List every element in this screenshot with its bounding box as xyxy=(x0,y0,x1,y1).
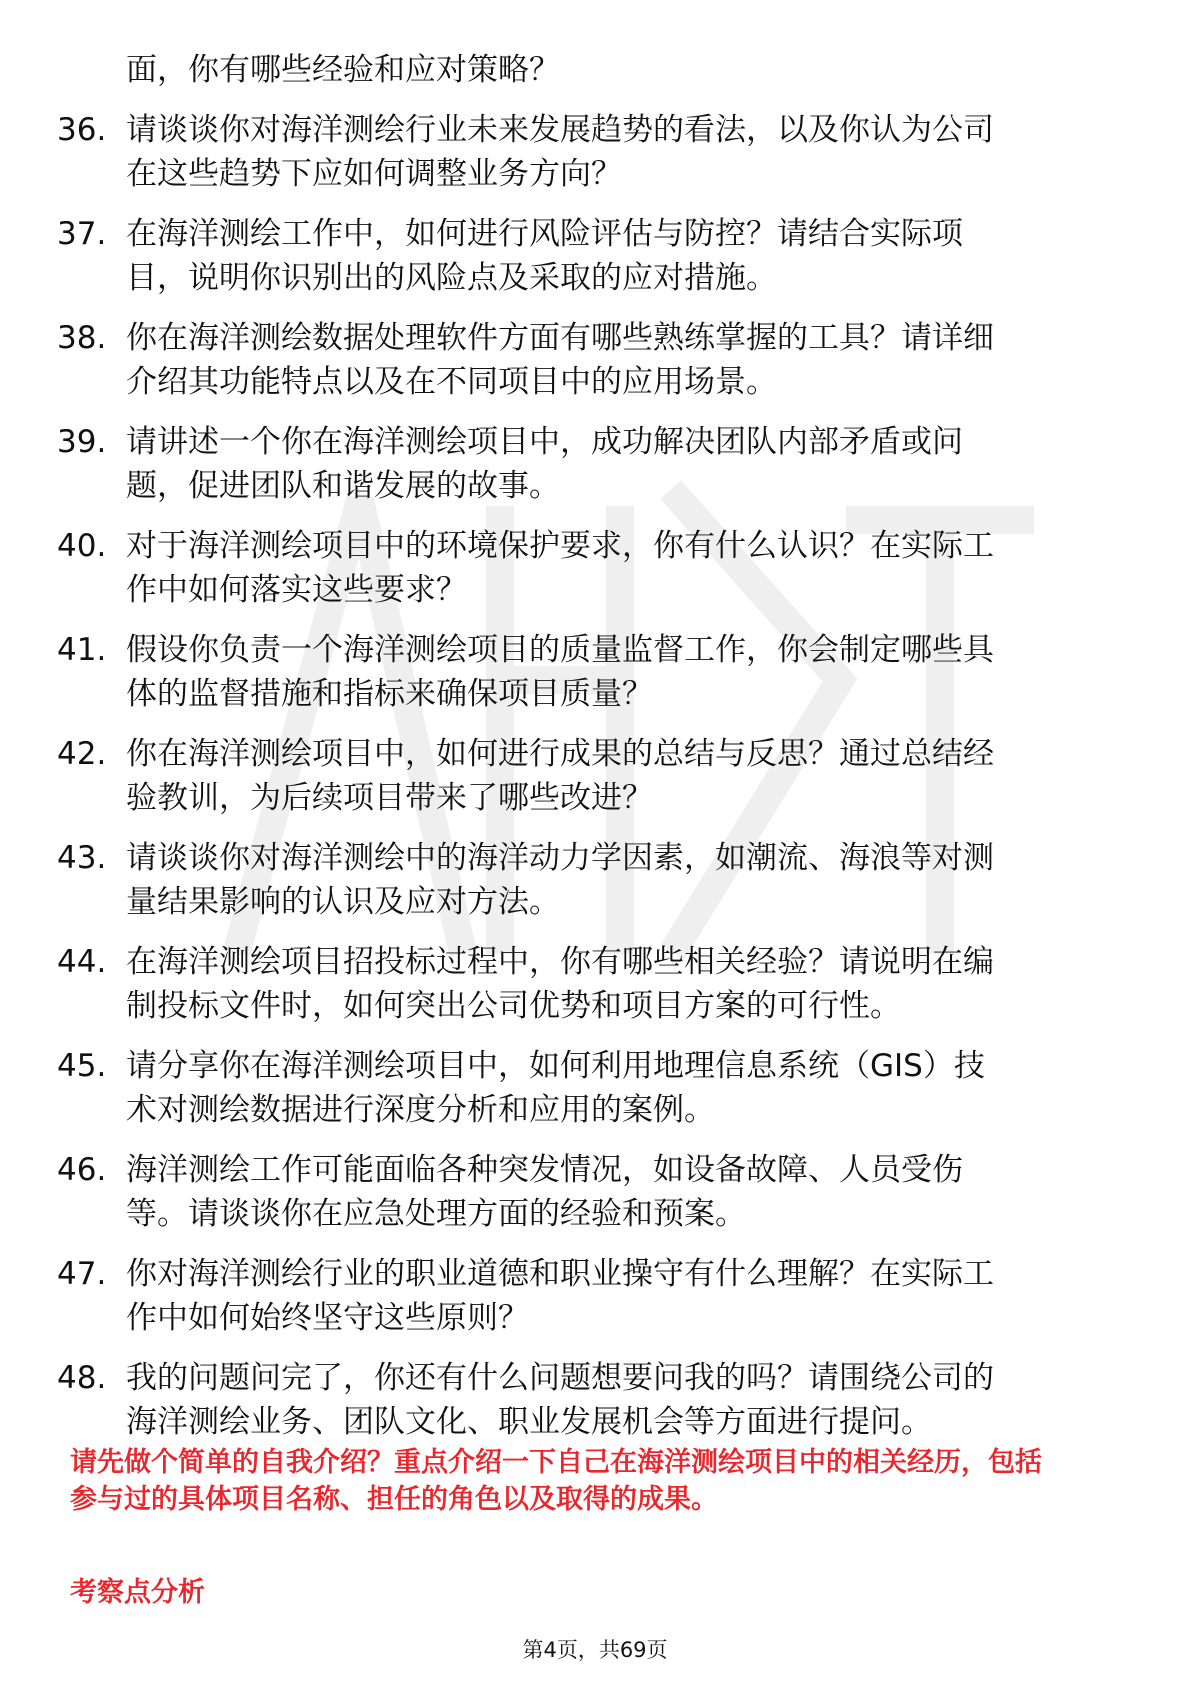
question-text xyxy=(126,420,1136,508)
question-number: 47. xyxy=(57,1256,107,1292)
highlighted-question-line: 参与过的具体项目名称、担任的角色以及取得的成果。 xyxy=(70,1484,718,1515)
highlighted-question-line: 请先做个简单的自我介绍？重点介绍一下自己在海洋测绘项目中的相关经历，包括 xyxy=(70,1447,1042,1478)
question-text xyxy=(126,628,1136,716)
question-line: 术对测绘数据进行深度分析和应用的案例。 xyxy=(126,1092,715,1128)
question-number: 43. xyxy=(57,840,107,876)
question-line: 请谈谈你对海洋测绘中的海洋动力学因素，如潮流、海浪等对测 xyxy=(126,840,994,876)
question-line: 验教训，为后续项目带来了哪些改进？ xyxy=(126,780,653,816)
question-number: 46. xyxy=(57,1152,107,1188)
question-item xyxy=(0,524,1190,628)
question-text xyxy=(126,1356,1136,1444)
question-text xyxy=(126,524,1136,612)
question-item xyxy=(0,836,1190,940)
question-line: 你在海洋测绘数据处理软件方面有哪些熟练掌握的工具？请详细 xyxy=(126,320,994,356)
question-line: 在这些趋势下应如何调整业务方向？ xyxy=(126,156,622,192)
question-line: 假设你负责一个海洋测绘项目的质量监督工作，你会制定哪些具 xyxy=(126,632,994,668)
question-text xyxy=(126,212,1136,300)
highlighted-question xyxy=(70,1444,1130,1518)
question-line: 请谈谈你对海洋测绘行业未来发展趋势的看法，以及你认为公司 xyxy=(126,112,994,148)
question-text xyxy=(126,1148,1136,1236)
question-line: 制投标文件时，如何突出公司优势和项目方案的可行性。 xyxy=(126,988,901,1024)
question-number: 44. xyxy=(57,944,107,980)
question-number: 45. xyxy=(57,1048,107,1084)
question-text xyxy=(126,316,1136,404)
question-line: 我的问题问完了，你还有什么问题想要问我的吗？请围绕公司的 xyxy=(126,1360,994,1396)
question-number: 40. xyxy=(57,528,107,564)
question-line: 作中如何落实这些要求？ xyxy=(126,572,467,608)
question-line: 作中如何始终坚守这些原则？ xyxy=(126,1300,529,1336)
question-number: 41. xyxy=(57,632,107,668)
question-line: 海洋测绘业务、团队文化、职业发展机会等方面进行提问。 xyxy=(126,1404,932,1440)
question-number: 39. xyxy=(57,424,107,460)
question-number: 42. xyxy=(57,736,107,772)
question-text xyxy=(126,1252,1136,1340)
analysis-section-label: 考察点分析 xyxy=(70,1577,205,1608)
question-line: 你在海洋测绘项目中，如何进行成果的总结与反思？通过总结经 xyxy=(126,736,994,772)
question-item xyxy=(0,940,1190,1044)
question-item xyxy=(0,420,1190,524)
question-item xyxy=(0,1044,1190,1148)
question-number: 48. xyxy=(57,1360,107,1396)
question-line: 介绍其功能特点以及在不同项目中的应用场景。 xyxy=(126,364,777,400)
question-item xyxy=(0,108,1190,212)
question-item xyxy=(0,628,1190,732)
question-item xyxy=(0,1148,1190,1252)
question-line: 请讲述一个你在海洋测绘项目中，成功解决团队内部矛盾或问 xyxy=(126,424,963,460)
question-item xyxy=(0,732,1190,836)
question-item xyxy=(0,212,1190,316)
question-line: 等。请谈谈你在应急处理方面的经验和预案。 xyxy=(126,1196,746,1232)
question-line: 目，说明你识别出的风险点及采取的应对措施。 xyxy=(126,260,777,296)
question-line: 题，促进团队和谐发展的故事。 xyxy=(126,468,560,504)
question-number: 37. xyxy=(57,216,107,252)
question-list xyxy=(0,108,1190,1460)
question-line: 在海洋测绘工作中，如何进行风险评估与防控？请结合实际项 xyxy=(126,216,963,252)
question-line: 你对海洋测绘行业的职业道德和职业操守有什么理解？在实际工 xyxy=(126,1256,994,1292)
question-text xyxy=(126,940,1136,1028)
question-line: 在海洋测绘项目招投标过程中，你有哪些相关经验？请说明在编 xyxy=(126,944,994,980)
question-item xyxy=(0,1252,1190,1356)
page-footer: 第4页，共69页 xyxy=(522,1638,668,1662)
question-text xyxy=(126,108,1136,196)
question-text xyxy=(126,1044,1136,1132)
question-line: 海洋测绘工作可能面临各种突发情况，如设备故障、人员受伤 xyxy=(126,1152,963,1188)
question-number: 36. xyxy=(57,112,107,148)
question-line: 对于海洋测绘项目中的环境保护要求，你有什么认识？在实际工 xyxy=(126,528,994,564)
question-number: 38. xyxy=(57,320,107,356)
continuation-text: 面，你有哪些经验和应对策略？ xyxy=(126,52,560,88)
question-text xyxy=(126,732,1136,820)
question-item xyxy=(0,316,1190,420)
question-line: 体的监督措施和指标来确保项目质量？ xyxy=(126,676,653,712)
question-line: 量结果影响的认识及应对方法。 xyxy=(126,884,560,920)
question-line: 请分享你在海洋测绘项目中，如何利用地理信息系统（GIS）技 xyxy=(126,1048,985,1084)
question-text xyxy=(126,836,1136,924)
